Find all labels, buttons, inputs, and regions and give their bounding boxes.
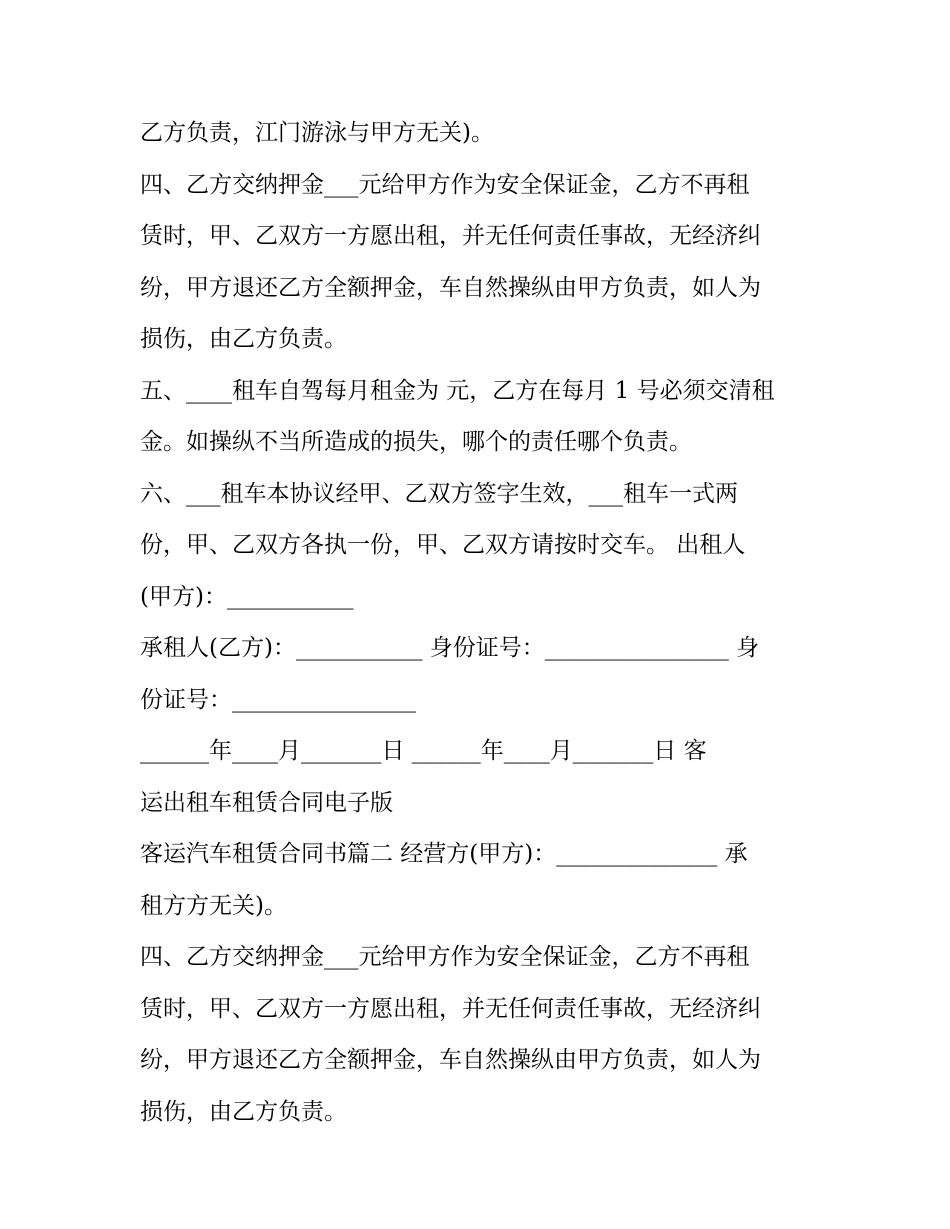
text-line: 运出租车租赁合同电子版 <box>140 789 393 816</box>
document-body <box>140 108 820 1138</box>
text-line: 纷，甲方退还乙方全额押金，车自然操纵由甲方负责，如人为 <box>140 274 761 301</box>
text-line: 纷，甲方退还乙方全额押金，车自然操纵由甲方负责，如人为 <box>140 1047 761 1073</box>
text-line: 赁时，甲、乙双方一方愿出租，并无任何责任事故，无经济纠 <box>140 223 761 249</box>
text-line: 五、____租车自驾每月租金为 元，乙方在每月 1 号必须交清租 <box>140 377 775 404</box>
text-line: 租方方无关)。 <box>140 892 287 919</box>
text-line: ______年____月_______日 ______年____月_______日 客 <box>140 738 707 764</box>
text-line: 损伤，由乙方负责。 <box>140 1098 347 1125</box>
text-line: 份，甲、乙双方各执一份，甲、乙双方请按时交车。 出租人 <box>140 532 746 558</box>
text-line: 四、乙方交纳押金___元给甲方作为安全保证金，乙方不再租 <box>140 944 750 970</box>
text-line: 承租人(乙方)：___________ 身份证号：________________ 身 <box>140 635 760 661</box>
text-line: 客运汽车租赁合同书篇二 经营方(甲方)：______________ 承 <box>140 841 748 867</box>
text-line: (甲方)：___________ <box>140 583 354 610</box>
text-line: 金。如操纵不当所造成的损失，哪个的责任哪个负责。 <box>140 429 692 455</box>
text-line: 损伤，由乙方负责。 <box>140 326 347 352</box>
text-line: 赁时，甲、乙双方一方愿出租，并无任何责任事故，无经济纠 <box>140 995 761 1022</box>
text-line: 四、乙方交纳押金___元给甲方作为安全保证金，乙方不再租 <box>140 171 750 198</box>
text-line: 乙方负责，江门游泳与甲方无关)。 <box>140 120 494 146</box>
text-line: 份证号：________________ <box>140 686 416 713</box>
text-line: 六、___租车本协议经甲、乙双方签字生效，___租车一式两 <box>140 480 738 507</box>
